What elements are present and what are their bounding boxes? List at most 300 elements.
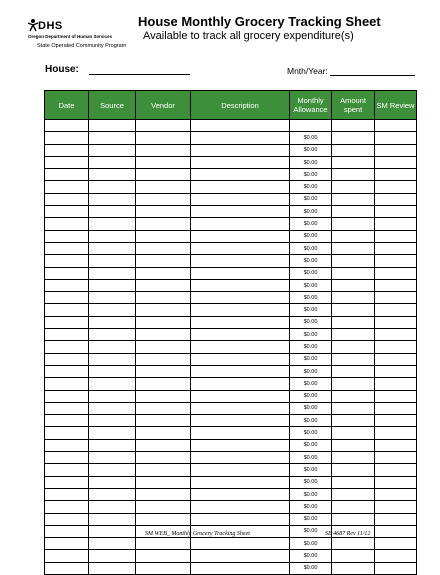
table-row — [45, 353, 417, 365]
table-row — [45, 439, 417, 451]
table-cell[interactable] — [45, 365, 89, 377]
table-cell[interactable] — [89, 550, 136, 562]
table-row — [45, 501, 417, 513]
table-cell[interactable] — [89, 144, 136, 156]
table-cell[interactable] — [136, 427, 191, 439]
table-cell[interactable] — [45, 218, 89, 230]
table-cell[interactable] — [332, 181, 375, 193]
table-cell[interactable] — [375, 439, 417, 451]
table-cell[interactable] — [89, 390, 136, 402]
table-cell[interactable] — [191, 120, 290, 132]
table-cell[interactable] — [375, 488, 417, 500]
table-cell[interactable] — [332, 378, 375, 390]
table-cell[interactable] — [89, 304, 136, 316]
table-cell[interactable] — [89, 242, 136, 254]
table-cell[interactable] — [136, 513, 191, 525]
table-cell[interactable] — [375, 144, 417, 156]
table-cell[interactable]: $0.00 — [290, 353, 332, 365]
table-cell[interactable] — [136, 501, 191, 513]
table-cell[interactable] — [332, 279, 375, 291]
table-cell[interactable] — [136, 415, 191, 427]
table-cell[interactable] — [375, 353, 417, 365]
table-cell[interactable] — [332, 316, 375, 328]
table-row — [45, 144, 417, 156]
table-cell[interactable] — [45, 132, 89, 144]
table-cell[interactable] — [191, 353, 290, 365]
table-cell[interactable] — [136, 181, 191, 193]
table-cell[interactable] — [45, 488, 89, 500]
table-cell[interactable] — [332, 120, 375, 132]
table-cell[interactable] — [136, 206, 191, 218]
table-cell[interactable] — [332, 365, 375, 377]
table-cell[interactable]: $0.00 — [290, 242, 332, 254]
table-cell[interactable] — [375, 156, 417, 168]
table-cell[interactable] — [89, 538, 136, 550]
page-title: House Monthly Grocery Tracking Sheet — [138, 14, 381, 29]
table-cell[interactable] — [45, 242, 89, 254]
table-cell[interactable] — [332, 341, 375, 353]
table-cell[interactable] — [375, 230, 417, 242]
table-cell[interactable] — [136, 476, 191, 488]
table-cell[interactable]: $0.00 — [290, 365, 332, 377]
table-row — [45, 513, 417, 525]
table-cell[interactable] — [45, 316, 89, 328]
table-cell[interactable] — [375, 181, 417, 193]
table-cell[interactable] — [89, 156, 136, 168]
table-cell[interactable] — [332, 267, 375, 279]
table-cell[interactable] — [136, 292, 191, 304]
table-cell[interactable]: $0.00 — [290, 525, 332, 537]
table-cell[interactable] — [375, 132, 417, 144]
table-cell[interactable] — [45, 341, 89, 353]
table-cell[interactable] — [45, 156, 89, 168]
table-cell[interactable] — [191, 452, 290, 464]
table-cell[interactable] — [89, 316, 136, 328]
table-cell[interactable] — [136, 390, 191, 402]
table-cell[interactable] — [375, 292, 417, 304]
table-cell[interactable] — [89, 341, 136, 353]
table-cell[interactable] — [375, 267, 417, 279]
table-cell[interactable] — [45, 292, 89, 304]
table-row — [45, 304, 417, 316]
table-cell[interactable] — [136, 452, 191, 464]
table-row — [45, 255, 417, 267]
table-cell[interactable] — [136, 562, 191, 574]
table-row — [45, 169, 417, 181]
column-header-sm-review: SM Review — [375, 91, 417, 120]
table-cell[interactable] — [191, 230, 290, 242]
table-cell[interactable] — [191, 476, 290, 488]
table-cell[interactable] — [332, 304, 375, 316]
table-cell[interactable] — [89, 488, 136, 500]
table-cell[interactable] — [89, 501, 136, 513]
table-cell[interactable]: $0.00 — [290, 402, 332, 414]
table-cell[interactable] — [89, 525, 136, 537]
table-cell[interactable] — [45, 476, 89, 488]
table-cell[interactable] — [332, 439, 375, 451]
table-cell[interactable] — [136, 538, 191, 550]
table-cell[interactable] — [191, 427, 290, 439]
table-cell[interactable] — [332, 550, 375, 562]
table-cell[interactable] — [45, 206, 89, 218]
program-name: State Operated Community Program — [37, 43, 127, 49]
table-header-row — [45, 91, 417, 120]
table-cell[interactable] — [191, 304, 290, 316]
table-cell[interactable] — [136, 365, 191, 377]
table-cell[interactable]: $0.00 — [290, 538, 332, 550]
table-cell[interactable]: $0.00 — [290, 193, 332, 205]
table-cell[interactable] — [191, 365, 290, 377]
table-cell[interactable] — [191, 488, 290, 500]
table-cell[interactable] — [191, 206, 290, 218]
table-cell[interactable]: $0.00 — [290, 292, 332, 304]
table-cell[interactable] — [375, 562, 417, 574]
table-cell[interactable] — [45, 562, 89, 574]
table-cell[interactable]: $0.00 — [290, 230, 332, 242]
table-cell[interactable] — [191, 218, 290, 230]
table-cell[interactable] — [191, 181, 290, 193]
table-cell[interactable] — [191, 279, 290, 291]
table-row — [45, 132, 417, 144]
table-cell[interactable] — [89, 181, 136, 193]
table-cell[interactable] — [375, 279, 417, 291]
table-cell[interactable] — [136, 378, 191, 390]
table-cell[interactable] — [332, 513, 375, 525]
table-cell[interactable]: $0.00 — [290, 255, 332, 267]
table-cell[interactable] — [136, 279, 191, 291]
table-cell[interactable]: $0.00 — [290, 169, 332, 181]
table-cell[interactable]: $0.00 — [290, 316, 332, 328]
table-cell[interactable] — [136, 439, 191, 451]
table-cell[interactable] — [375, 206, 417, 218]
table-cell[interactable]: $0.00 — [290, 156, 332, 168]
table-cell[interactable] — [89, 415, 136, 427]
table-cell[interactable] — [89, 120, 136, 132]
table-cell[interactable] — [89, 193, 136, 205]
table-cell[interactable] — [136, 316, 191, 328]
table-cell[interactable]: $0.00 — [290, 218, 332, 230]
table-cell[interactable] — [375, 550, 417, 562]
house-field[interactable] — [89, 74, 190, 75]
table-cell[interactable] — [191, 464, 290, 476]
table-cell[interactable] — [332, 353, 375, 365]
table-cell[interactable] — [136, 341, 191, 353]
table-cell[interactable] — [332, 390, 375, 402]
column-header-source: Source — [89, 91, 136, 120]
table-cell[interactable] — [45, 181, 89, 193]
table-cell[interactable]: $0.00 — [290, 439, 332, 451]
table-row — [45, 427, 417, 439]
table-cell[interactable] — [191, 292, 290, 304]
table-cell[interactable] — [89, 464, 136, 476]
house-label: House: — [45, 64, 79, 75]
table-cell[interactable] — [191, 550, 290, 562]
table-cell[interactable] — [136, 242, 191, 254]
table-cell[interactable] — [191, 501, 290, 513]
table-cell[interactable] — [332, 193, 375, 205]
table-cell[interactable] — [375, 341, 417, 353]
table-cell[interactable] — [89, 402, 136, 414]
table-cell[interactable] — [89, 427, 136, 439]
table-cell[interactable] — [89, 279, 136, 291]
table-cell[interactable] — [191, 193, 290, 205]
table-cell[interactable] — [136, 550, 191, 562]
table-cell[interactable] — [136, 144, 191, 156]
table-cell[interactable] — [45, 353, 89, 365]
table-cell[interactable] — [136, 255, 191, 267]
table-cell[interactable] — [136, 464, 191, 476]
table-cell[interactable] — [45, 193, 89, 205]
footer-document-name: SM WEB_ Monthly Grocery Tracking Sheet — [145, 531, 250, 537]
table-cell[interactable] — [89, 513, 136, 525]
table-row — [45, 562, 417, 574]
column-header-monthly-allowance: Monthly Allowance — [290, 91, 332, 120]
table-cell[interactable] — [191, 132, 290, 144]
table-cell[interactable] — [45, 120, 89, 132]
table-cell[interactable] — [375, 316, 417, 328]
table-cell[interactable] — [332, 292, 375, 304]
table-cell[interactable] — [191, 439, 290, 451]
table-cell[interactable] — [191, 538, 290, 550]
table-cell[interactable] — [191, 156, 290, 168]
column-header-date: Date — [45, 91, 89, 120]
table-cell[interactable] — [191, 513, 290, 525]
table-cell[interactable]: $0.00 — [290, 427, 332, 439]
table-cell[interactable] — [332, 242, 375, 254]
table-cell[interactable] — [375, 402, 417, 414]
table-row — [45, 538, 417, 550]
table-cell[interactable] — [45, 255, 89, 267]
table-cell[interactable] — [375, 415, 417, 427]
table-cell[interactable] — [332, 218, 375, 230]
table-cell[interactable] — [375, 242, 417, 254]
table-cell[interactable] — [45, 464, 89, 476]
table-cell[interactable] — [191, 562, 290, 574]
table-cell[interactable] — [375, 390, 417, 402]
footer-form-number: SE 4687 Rev 11/12 — [325, 531, 371, 537]
table-cell[interactable]: $0.00 — [290, 341, 332, 353]
table-cell[interactable]: $0.00 — [290, 267, 332, 279]
table-body — [45, 120, 417, 575]
table-cell[interactable] — [89, 132, 136, 144]
table-cell[interactable] — [45, 427, 89, 439]
table-cell[interactable] — [332, 476, 375, 488]
table-cell[interactable] — [45, 267, 89, 279]
table-cell[interactable] — [136, 169, 191, 181]
table-cell[interactable] — [89, 169, 136, 181]
column-header-description: Description — [191, 91, 290, 120]
table-cell[interactable] — [332, 427, 375, 439]
table-cell[interactable] — [332, 329, 375, 341]
table-cell[interactable]: $0.00 — [290, 501, 332, 513]
table-cell[interactable] — [136, 230, 191, 242]
table-cell[interactable] — [191, 316, 290, 328]
table-cell[interactable]: $0.00 — [290, 415, 332, 427]
table-cell[interactable] — [375, 525, 417, 537]
table-cell[interactable] — [89, 255, 136, 267]
table-cell[interactable] — [136, 267, 191, 279]
table-cell[interactable] — [375, 452, 417, 464]
table-cell[interactable] — [332, 132, 375, 144]
table-cell[interactable] — [191, 242, 290, 254]
table-cell[interactable] — [375, 329, 417, 341]
table-cell[interactable]: $0.00 — [290, 550, 332, 562]
table-cell[interactable] — [89, 353, 136, 365]
table-cell[interactable] — [89, 365, 136, 377]
table-cell[interactable] — [375, 464, 417, 476]
table-cell[interactable] — [375, 378, 417, 390]
table-cell[interactable] — [375, 513, 417, 525]
table-cell[interactable] — [375, 304, 417, 316]
table-cell[interactable] — [45, 402, 89, 414]
table-row — [45, 242, 417, 254]
table-cell[interactable] — [136, 353, 191, 365]
table-cell[interactable] — [375, 476, 417, 488]
table-cell[interactable] — [332, 144, 375, 156]
table-cell[interactable] — [191, 402, 290, 414]
table-row — [45, 230, 417, 242]
table-cell[interactable]: $0.00 — [290, 144, 332, 156]
table-cell[interactable]: $0.00 — [290, 181, 332, 193]
table-cell[interactable] — [375, 218, 417, 230]
agency-name: DHS — [38, 20, 63, 32]
table-cell[interactable] — [332, 538, 375, 550]
table-cell[interactable] — [89, 476, 136, 488]
table-cell[interactable]: $0.00 — [290, 304, 332, 316]
table-cell[interactable] — [332, 452, 375, 464]
table-cell[interactable] — [89, 378, 136, 390]
table-cell[interactable] — [375, 501, 417, 513]
table-cell[interactable] — [89, 292, 136, 304]
table-cell[interactable] — [332, 156, 375, 168]
table-row — [45, 464, 417, 476]
table-cell[interactable] — [332, 255, 375, 267]
table-cell[interactable] — [136, 329, 191, 341]
month-year-field[interactable] — [330, 75, 415, 76]
table-cell[interactable] — [332, 562, 375, 574]
column-header-amount-spent: Amount spent — [332, 91, 375, 120]
table-cell[interactable] — [45, 452, 89, 464]
table-cell[interactable] — [191, 390, 290, 402]
table-cell[interactable]: $0.00 — [290, 488, 332, 500]
table-cell[interactable] — [191, 329, 290, 341]
table-cell[interactable] — [375, 169, 417, 181]
table-row — [45, 181, 417, 193]
table-cell[interactable] — [136, 488, 191, 500]
table-cell[interactable] — [89, 439, 136, 451]
table-cell[interactable] — [45, 169, 89, 181]
table-cell[interactable] — [191, 415, 290, 427]
table-cell[interactable] — [89, 206, 136, 218]
table-cell[interactable] — [45, 513, 89, 525]
table-cell[interactable] — [332, 169, 375, 181]
table-cell[interactable] — [375, 427, 417, 439]
table-cell[interactable] — [136, 120, 191, 132]
table-cell[interactable] — [45, 390, 89, 402]
table-cell[interactable]: $0.00 — [290, 206, 332, 218]
table-cell[interactable] — [375, 120, 417, 132]
table-cell[interactable] — [332, 230, 375, 242]
table-cell[interactable] — [136, 218, 191, 230]
table-cell[interactable] — [375, 365, 417, 377]
table-cell[interactable] — [191, 255, 290, 267]
table-cell[interactable] — [191, 144, 290, 156]
table-cell[interactable] — [89, 562, 136, 574]
table-cell[interactable] — [332, 206, 375, 218]
table-cell[interactable]: $0.00 — [290, 329, 332, 341]
table-row — [45, 206, 417, 218]
table-cell[interactable] — [89, 329, 136, 341]
table-cell[interactable] — [89, 218, 136, 230]
table-cell[interactable] — [136, 156, 191, 168]
table-cell[interactable]: $0.00 — [290, 513, 332, 525]
dhs-logo — [26, 18, 136, 46]
table-row — [45, 218, 417, 230]
table-cell[interactable] — [375, 193, 417, 205]
table-cell[interactable] — [45, 304, 89, 316]
table-cell[interactable] — [89, 267, 136, 279]
table-cell[interactable]: $0.00 — [290, 464, 332, 476]
table-cell[interactable] — [45, 550, 89, 562]
table-cell[interactable] — [45, 378, 89, 390]
table-cell[interactable] — [191, 341, 290, 353]
grocery-table — [44, 90, 417, 575]
table-cell[interactable]: $0.00 — [290, 562, 332, 574]
table-cell[interactable] — [332, 415, 375, 427]
table-cell[interactable]: $0.00 — [290, 476, 332, 488]
table-row — [45, 267, 417, 279]
table-cell[interactable] — [136, 304, 191, 316]
page-subtitle: Available to track all grocery expenditure(s) — [143, 30, 354, 42]
table-cell[interactable]: $0.00 — [290, 132, 332, 144]
table-cell[interactable]: $0.00 — [290, 279, 332, 291]
table-cell[interactable] — [89, 452, 136, 464]
table-cell[interactable]: $0.00 — [290, 452, 332, 464]
table-cell[interactable] — [332, 464, 375, 476]
table-row — [45, 550, 417, 562]
table-cell[interactable] — [375, 255, 417, 267]
table-cell[interactable] — [191, 169, 290, 181]
table-cell[interactable] — [45, 538, 89, 550]
table-cell[interactable] — [45, 329, 89, 341]
table-cell[interactable]: $0.00 — [290, 378, 332, 390]
table-row — [45, 341, 417, 353]
table-cell[interactable] — [136, 402, 191, 414]
table-row — [45, 476, 417, 488]
table-row — [45, 365, 417, 377]
table-cell[interactable] — [290, 120, 332, 132]
table-cell[interactable] — [191, 378, 290, 390]
table-cell[interactable] — [136, 132, 191, 144]
table-cell[interactable] — [45, 415, 89, 427]
table-cell[interactable] — [332, 501, 375, 513]
table-cell[interactable] — [375, 538, 417, 550]
table-cell[interactable] — [332, 402, 375, 414]
table-cell[interactable] — [89, 230, 136, 242]
table-cell[interactable] — [332, 488, 375, 500]
table-cell[interactable]: $0.00 — [290, 390, 332, 402]
table-row — [45, 452, 417, 464]
table-cell[interactable] — [45, 279, 89, 291]
table-cell[interactable] — [45, 501, 89, 513]
table-cell[interactable] — [45, 144, 89, 156]
table-cell[interactable] — [45, 525, 89, 537]
table-cell[interactable] — [45, 439, 89, 451]
table-cell[interactable] — [45, 230, 89, 242]
table-cell[interactable] — [191, 267, 290, 279]
table-row — [45, 415, 417, 427]
table-cell[interactable] — [136, 193, 191, 205]
